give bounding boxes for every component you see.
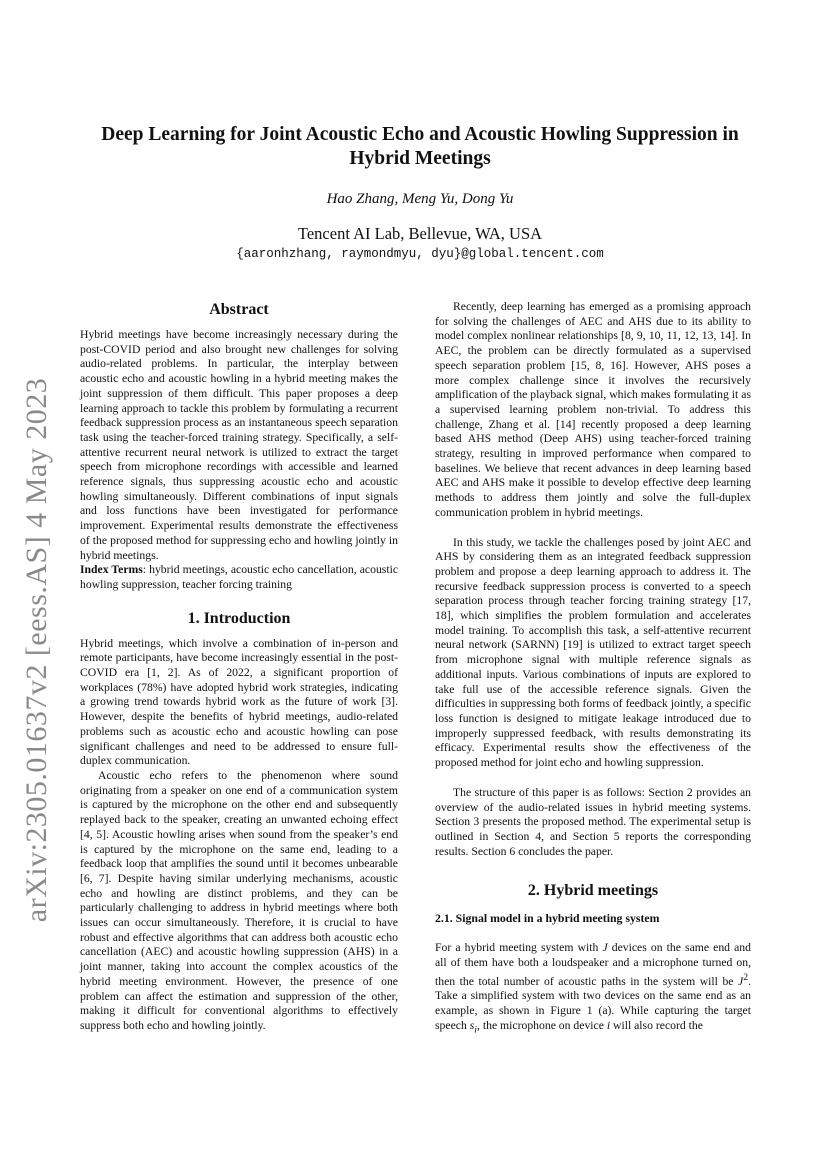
hybrid-meetings-heading: 2. Hybrid meetings bbox=[527, 882, 659, 900]
left-column bbox=[80, 300, 398, 1034]
arxiv-sidebar-identifier bbox=[12, 377, 62, 923]
index-terms-label: Index Terms bbox=[80, 563, 143, 577]
author-list: Hao Zhang, Meng Yu, Dong Yu bbox=[326, 191, 514, 207]
arxiv-id-text: arXiv:2305.01637v2 [eess.AS] 4 May 2023 bbox=[20, 377, 53, 923]
index-terms-text: : hybrid meetings, acoustic echo cancellation, acoustic howling suppression, teacher forcing training bbox=[80, 563, 399, 591]
paper-title: Deep Learning for Joint Acoustic Echo and Acoustic Howling Suppression in Hybrid Meetings bbox=[101, 124, 739, 169]
index-terms bbox=[80, 563, 398, 592]
signal-model-paragraph: For a hybrid meeting system with J devices on the same end and all of them have both a loudspeaker and a microphone turned on, then the total number of acoustic paths in the system will be $J^2$. Take a simplified system with two devices on the same end as an example, as shown in Figure 1 (a). While capturing the target speech $s_i$, the microphone on device i will also record the bbox=[435, 941, 751, 1036]
introduction-heading: 1. Introduction bbox=[187, 609, 291, 627]
right-column bbox=[435, 300, 751, 1038]
abstract-text: Hybrid meetings have become increasingly necessary during the post-COVID period and also brought new challenges for solving audio-related problems. In particular, the interplay between acoustic echo and acoustic howling in a hybrid meeting makes the joint suppression of them difficult. This paper proposes a deep learning approach to tackle this problem by formulating a recurrent feedback suppression process as an instantaneous speech separation task using the teacher-forced training strategy. Specifically, a self-attentive recurrent neural network is utilized to extract the target speech from microphone recordings with accessible and learned reference signals, thus suppressing acoustic echo and acoustic howling simultaneously. Different combinations of input signals and loss functions have been investigated for performance improvement. Experimental results demonstrate the effectiveness of the proposed method for suppressing echo and howling jointly in hybrid meetings. bbox=[80, 328, 398, 562]
author-emails: {aaronhzhang, raymondmyu, dyu}@global.tencent.com bbox=[236, 247, 604, 261]
signal-model-subheading: 2.1. Signal model in a hybrid meeting system bbox=[435, 911, 660, 926]
intro-paragraph-4: In this study, we tackle the challenges posed by joint AEC and AHS by considering them as an integrated feedback suppression problem and propose a deep learning approach to address it. The recursive feedback suppression process is converted to a speech separation process through teacher forcing training strategy [17, 18], which simplifies the problem formulation and accelerates model training. To accomplish this task, a self-attentive recurrent neural network (SARNN) [19] is utilized to extract target speech from microphone signal with multiple reference signals as additional inputs. Various combinations of inputs are explored to take full use of the accessible reference signals. Given the difficulties in suppressing both forms of feedback jointly, a specific loss function is designed to mitigate leakage introduced due to improperly suppressed feedback, with results demonstrating its efficacy. Experimental results show the effectiveness of the proposed method for joint echo and howling suppression. bbox=[435, 535, 751, 770]
intro-paragraph-3: Recently, deep learning has emerged as a promising approach for solving the challenges of AEC and AHS due to its ability to model complex nonlinear relationships [8, 9, 10, 11, 12, 13, 14]. In AEC, the problem can be directly formulated as a supervised speech separation problem [15, 8, 16]. However, AHS poses a more complex challenge since it involves the recursively amplification of the playback signal, which makes formulating it as a supervised learning problem non-trivial. To address this challenge, Zhang et al. [14] recently proposed a deep learning based AHS method (Deep AHS) using teacher-forced training strategy, resulting in improved performance when compared to baselines. We believe that recent advances in deep learning based AEC and AHS make it possible to develop effective deep learning methods to address them jointly and solve the full-duplex communication problem in hybrid meetings. bbox=[435, 300, 751, 519]
affiliation: Tencent AI Lab, Bellevue, WA, USA bbox=[297, 224, 543, 243]
intro-paragraph-1: Hybrid meetings, which involve a combination of in-person and remote participants, have become increasingly essential in the post-COVID era [1, 2]. As of 2022, a significant proportion of workplaces (78%) have adopted hybrid work strategies, indicating a growing trend towards hybrid work as the future of work [3]. However, despite the benefits of hybrid meetings, audio-related problems such as acoustic echo and acoustic howling can pose significant challenges and need to be addressed to ensure full-duplex communication. bbox=[80, 636, 398, 768]
intro-paragraph-5: The structure of this paper is as follows: Section 2 provides an overview of the audio-related issues in hybrid meeting systems. Section 3 presents the proposed method. The experimental setup is outlined in Section 4, and Section 5 reports the corresponding results. Section 6 concludes the paper. bbox=[435, 785, 751, 858]
abstract-heading: Abstract bbox=[209, 301, 269, 318]
intro-paragraph-2: Acoustic echo refers to the phenomenon where sound originating from a speaker on one end of a communication system is captured by the microphone on the other end and subsequently replayed back to the speaker, creating an unwanted echoing effect [4, 5]. Acoustic howling arises when sound from the speaker’s end is captured by the microphone on the same end, leading to a feedback loop that amplifies the sound until it becomes unbearable [6, 7]. Despite having similar underlying mechanisms, acoustic echo and howling are distinct problems, and they can be particularly challenging to address in hybrid meetings where both issues can occur simultaneously. Therefore, it is crucial to have robust and effective algorithms that can address both acoustic echo cancellation (AEC) and acoustic howling suppression (AHS) in a joint manner, taking into account the complex acoustics of the hybrid meeting environment. However, the presence of one problem can affect the estimation and suppression of the other, making it difficult for conventional algorithms to effectively suppress both echo and howling jointly. bbox=[80, 768, 398, 1032]
